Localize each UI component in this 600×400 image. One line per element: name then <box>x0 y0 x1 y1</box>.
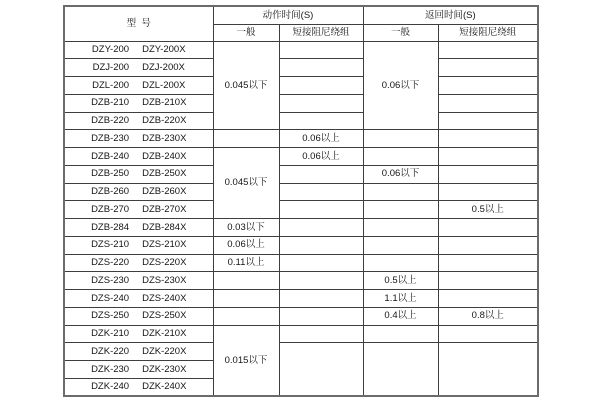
model-name-x: DZS-240X <box>142 292 187 304</box>
model-name: DZL-200 <box>92 79 130 91</box>
act-damped-cell <box>279 343 363 396</box>
table-row <box>64 343 538 361</box>
subheader-return-damped: 短接阻尼绕组 <box>438 24 538 41</box>
model-name-x: DZB-284X <box>142 221 187 233</box>
act-damped-cell <box>279 59 363 77</box>
model-name: DZB-230 <box>91 132 130 144</box>
act-general-cell: 0.03以下 <box>213 219 279 237</box>
model-name-x: DZS-220X <box>142 257 187 269</box>
ret-general-cell: 0.06以下 <box>363 165 438 183</box>
model-name: DZS-220 <box>91 257 130 269</box>
model-name: DZK-220 <box>91 345 130 357</box>
ret-damped-cell <box>438 183 538 201</box>
model-cell <box>64 94 213 112</box>
model-cell <box>64 307 213 325</box>
ret-damped-cell <box>438 254 538 272</box>
act-damped-cell <box>279 201 363 219</box>
ret-damped-cell: 0.5以上 <box>438 201 538 219</box>
act-damped-cell <box>279 307 363 325</box>
model-cell <box>64 130 213 148</box>
ret-general-cell <box>363 201 438 219</box>
model-name-x: DZB-230X <box>142 132 187 144</box>
act-damped-cell <box>279 272 363 290</box>
ret-damped-cell <box>438 325 538 343</box>
model-name-x: DZB-260X <box>142 186 187 198</box>
ret-damped-cell <box>438 219 538 237</box>
ret-damped-cell: 0.8以上 <box>438 307 538 325</box>
model-cell <box>64 219 213 237</box>
model-cell <box>64 77 213 95</box>
model-name: DZB-284 <box>91 221 130 233</box>
model-name-x: DZB-250X <box>142 168 187 180</box>
model-name: DZB-210 <box>91 97 130 109</box>
ret-damped-cell <box>438 148 538 166</box>
model-cell <box>64 272 213 290</box>
model-cell <box>64 343 213 361</box>
ret-damped-cell <box>438 59 538 77</box>
table-row <box>64 77 538 95</box>
act-damped-cell <box>279 112 363 130</box>
model-name-x: DZB-210X <box>142 97 187 109</box>
model-name: DZS-250 <box>91 310 130 322</box>
table-row <box>64 59 538 77</box>
model-name-x: DZK-240X <box>142 381 187 393</box>
act-damped-cell <box>279 219 363 237</box>
model-name: DZB-260 <box>91 186 130 198</box>
table-row <box>64 130 538 148</box>
model-name: DZS-210 <box>91 239 130 251</box>
col-header-model: 型 号 <box>64 6 213 41</box>
ret-damped-cell <box>438 112 538 130</box>
table-row <box>64 94 538 112</box>
act-damped-cell <box>279 165 363 183</box>
model-name-x: DZS-210X <box>142 239 187 251</box>
model-cell <box>64 325 213 343</box>
table-row <box>64 201 538 219</box>
model-cell <box>64 378 213 396</box>
model-name-x: DZB-270X <box>142 203 187 215</box>
ret-damped-cell <box>438 272 538 290</box>
model-cell <box>64 165 213 183</box>
model-name-x: DZS-230X <box>142 274 187 286</box>
act-damped-cell <box>279 41 363 59</box>
act-general-cell <box>213 290 279 308</box>
act-damped-cell <box>279 77 363 95</box>
model-name: DZB-220 <box>91 115 130 127</box>
relay-time-spec-table <box>63 5 539 397</box>
ret-damped-cell <box>438 94 538 112</box>
model-cell <box>64 112 213 130</box>
model-name: DZK-240 <box>91 381 130 393</box>
subheader-action-general: 一般 <box>213 24 279 41</box>
act-general-cell: 0.045以下 <box>213 41 279 130</box>
table-row <box>64 290 538 308</box>
table-row <box>64 325 538 343</box>
table-row <box>64 41 538 59</box>
table-row <box>64 148 538 166</box>
act-general-cell: 0.06以上 <box>213 236 279 254</box>
model-cell <box>64 201 213 219</box>
ret-general-cell <box>363 254 438 272</box>
ret-general-cell <box>363 236 438 254</box>
ret-general-cell <box>363 219 438 237</box>
ret-damped-cell <box>438 343 538 396</box>
model-name-x: DZJ-200X <box>142 61 185 73</box>
model-cell <box>64 236 213 254</box>
model-name: DZJ-200 <box>92 61 130 73</box>
table-row <box>64 236 538 254</box>
ret-general-cell <box>363 183 438 201</box>
ret-general-cell: 0.5以上 <box>363 272 438 290</box>
ret-damped-cell <box>438 130 538 148</box>
model-name: DZB-240 <box>91 150 130 162</box>
act-damped-cell <box>279 290 363 308</box>
col-header-return-time: 返回时间(S) <box>363 6 538 24</box>
model-name-x: DZK-210X <box>142 328 187 340</box>
act-damped-cell <box>279 236 363 254</box>
act-damped-cell <box>279 183 363 201</box>
act-general-cell: 0.11以上 <box>213 254 279 272</box>
ret-general-cell <box>363 130 438 148</box>
table-row <box>64 112 538 130</box>
table-row <box>64 165 538 183</box>
ret-general-cell: 0.06以下 <box>363 41 438 130</box>
act-general-cell <box>213 307 279 325</box>
table-row <box>64 219 538 237</box>
ret-general-cell: 1.1以上 <box>363 290 438 308</box>
model-name-x: DZK-220X <box>142 345 187 357</box>
model-name: DZY-200 <box>91 44 130 56</box>
table-row <box>64 272 538 290</box>
ret-general-cell <box>363 343 438 396</box>
act-general-cell <box>213 272 279 290</box>
table-row <box>64 254 538 272</box>
col-header-action-time: 动作时间(S) <box>213 6 363 24</box>
model-name: DZK-210 <box>91 328 130 340</box>
subheader-return-general: 一般 <box>363 24 438 41</box>
model-cell <box>64 41 213 59</box>
subheader-action-damped: 短接阻尼绕组 <box>279 24 363 41</box>
model-name-x: DZB-240X <box>142 150 187 162</box>
model-cell <box>64 148 213 166</box>
act-general-cell: 0.015以下 <box>213 325 279 396</box>
model-name-x: DZB-220X <box>142 115 187 127</box>
act-damped-cell: 0.06以上 <box>279 130 363 148</box>
model-name: DZB-250 <box>91 168 130 180</box>
act-damped-cell <box>279 325 363 343</box>
model-name: DZK-230 <box>91 363 130 375</box>
model-cell <box>64 290 213 308</box>
ret-damped-cell <box>438 41 538 59</box>
ret-damped-cell <box>438 290 538 308</box>
model-name: DZS-240 <box>91 292 130 304</box>
model-name-x: DZS-250X <box>142 310 187 322</box>
act-general-cell: 0.045以下 <box>213 148 279 219</box>
model-cell <box>64 361 213 379</box>
ret-damped-cell <box>438 77 538 95</box>
model-name: DZB-270 <box>91 203 130 215</box>
ret-general-cell: 0.4以上 <box>363 307 438 325</box>
ret-damped-cell <box>438 165 538 183</box>
model-cell <box>64 183 213 201</box>
ret-general-cell <box>363 148 438 166</box>
header-row-groups <box>64 6 538 24</box>
table-row <box>64 307 538 325</box>
model-name-x: DZL-200X <box>142 79 186 91</box>
model-name: DZS-230 <box>91 274 130 286</box>
ret-damped-cell <box>438 236 538 254</box>
act-damped-cell: 0.06以上 <box>279 148 363 166</box>
act-general-cell <box>213 130 279 148</box>
model-cell <box>64 59 213 77</box>
ret-general-cell <box>363 325 438 343</box>
model-cell <box>64 254 213 272</box>
act-damped-cell <box>279 94 363 112</box>
model-name-x: DZK-230X <box>142 363 187 375</box>
act-damped-cell <box>279 254 363 272</box>
table-row <box>64 183 538 201</box>
model-name-x: DZY-200X <box>142 44 186 56</box>
